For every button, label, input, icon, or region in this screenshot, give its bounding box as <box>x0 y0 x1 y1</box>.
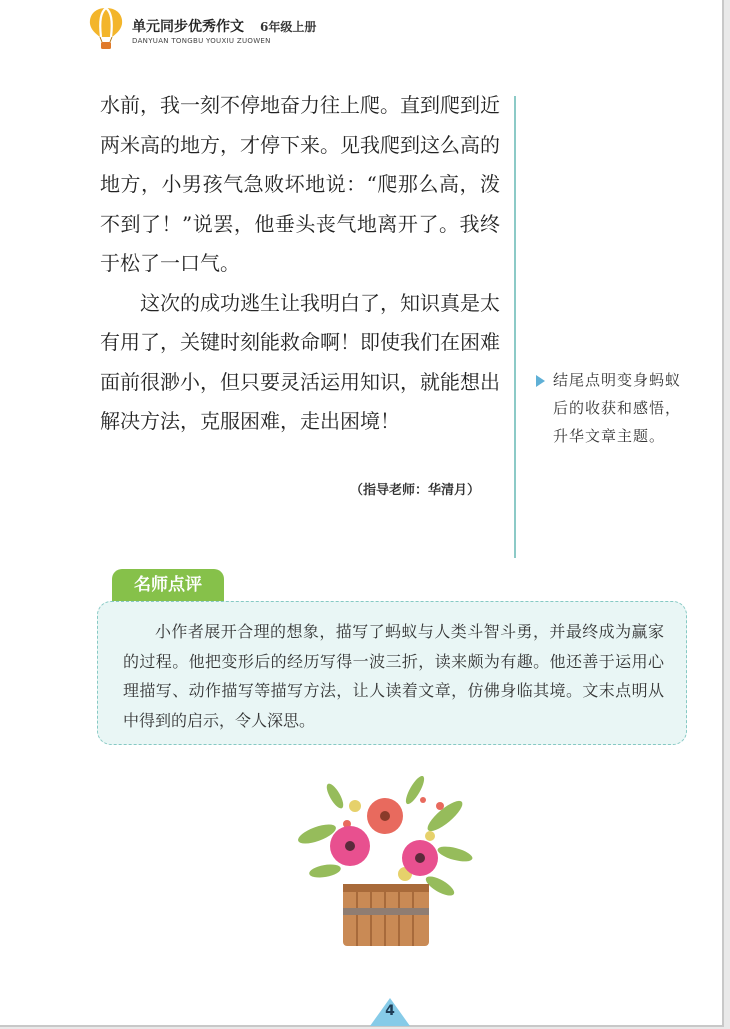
book-title-pinyin: DANYUAN TONGBU YOUXIU ZUOWEN <box>132 37 271 45</box>
essay-paragraph: 这次的成功逃生让我明白了，知识真是太有用了，关键时刻能救命啊！即使我们在困难面前很渺小，但只要灵活运用知识，就能想出解决方法，克服困难，走出困境！ <box>100 290 500 433</box>
book-title: 单元同步优秀作文 <box>132 19 244 35</box>
margin-note: 结尾点明变身蚂蚁后的收获和感悟，升华文章主题。 <box>553 371 682 445</box>
margin-divider <box>514 96 516 558</box>
grade-label: 6年级上册 <box>260 20 317 34</box>
triangle-arrow-icon <box>536 375 545 387</box>
teacher-credit: （指导老师：华清月） <box>350 483 481 498</box>
comment-label: 名师点评 <box>134 575 202 595</box>
comment-text: 小作者展开合理的想象，描写了蚂蚁与人类斗智斗勇，并最终成为赢家的过程。他把变形后的经历写得一波三折，读来颇为有趣。他还善于运用心理描写、动作描写等描写方法，让人读着文章，仿佛身临其境。文末点明从中得到的启示，令人深思。 <box>123 622 664 730</box>
flower-basket-illustration <box>295 776 475 956</box>
essay-text <box>100 86 500 442</box>
hot-air-balloon-icon <box>86 6 126 52</box>
teacher-comment-box <box>97 601 687 745</box>
essay-paragraph: 水前，我一刻不停地奋力往上爬。直到爬到近两米高的地方，才停下来。见我爬到这么高的地方，小男孩气急败坏地说：“爬那么高，泼不到了！”说罢，他垂头丧气地离开了。我终于松了一口气。 <box>100 93 500 275</box>
page-number: 4 <box>385 1003 395 1019</box>
comment-label-tab <box>112 569 224 601</box>
page-number-wrap <box>368 996 412 1026</box>
